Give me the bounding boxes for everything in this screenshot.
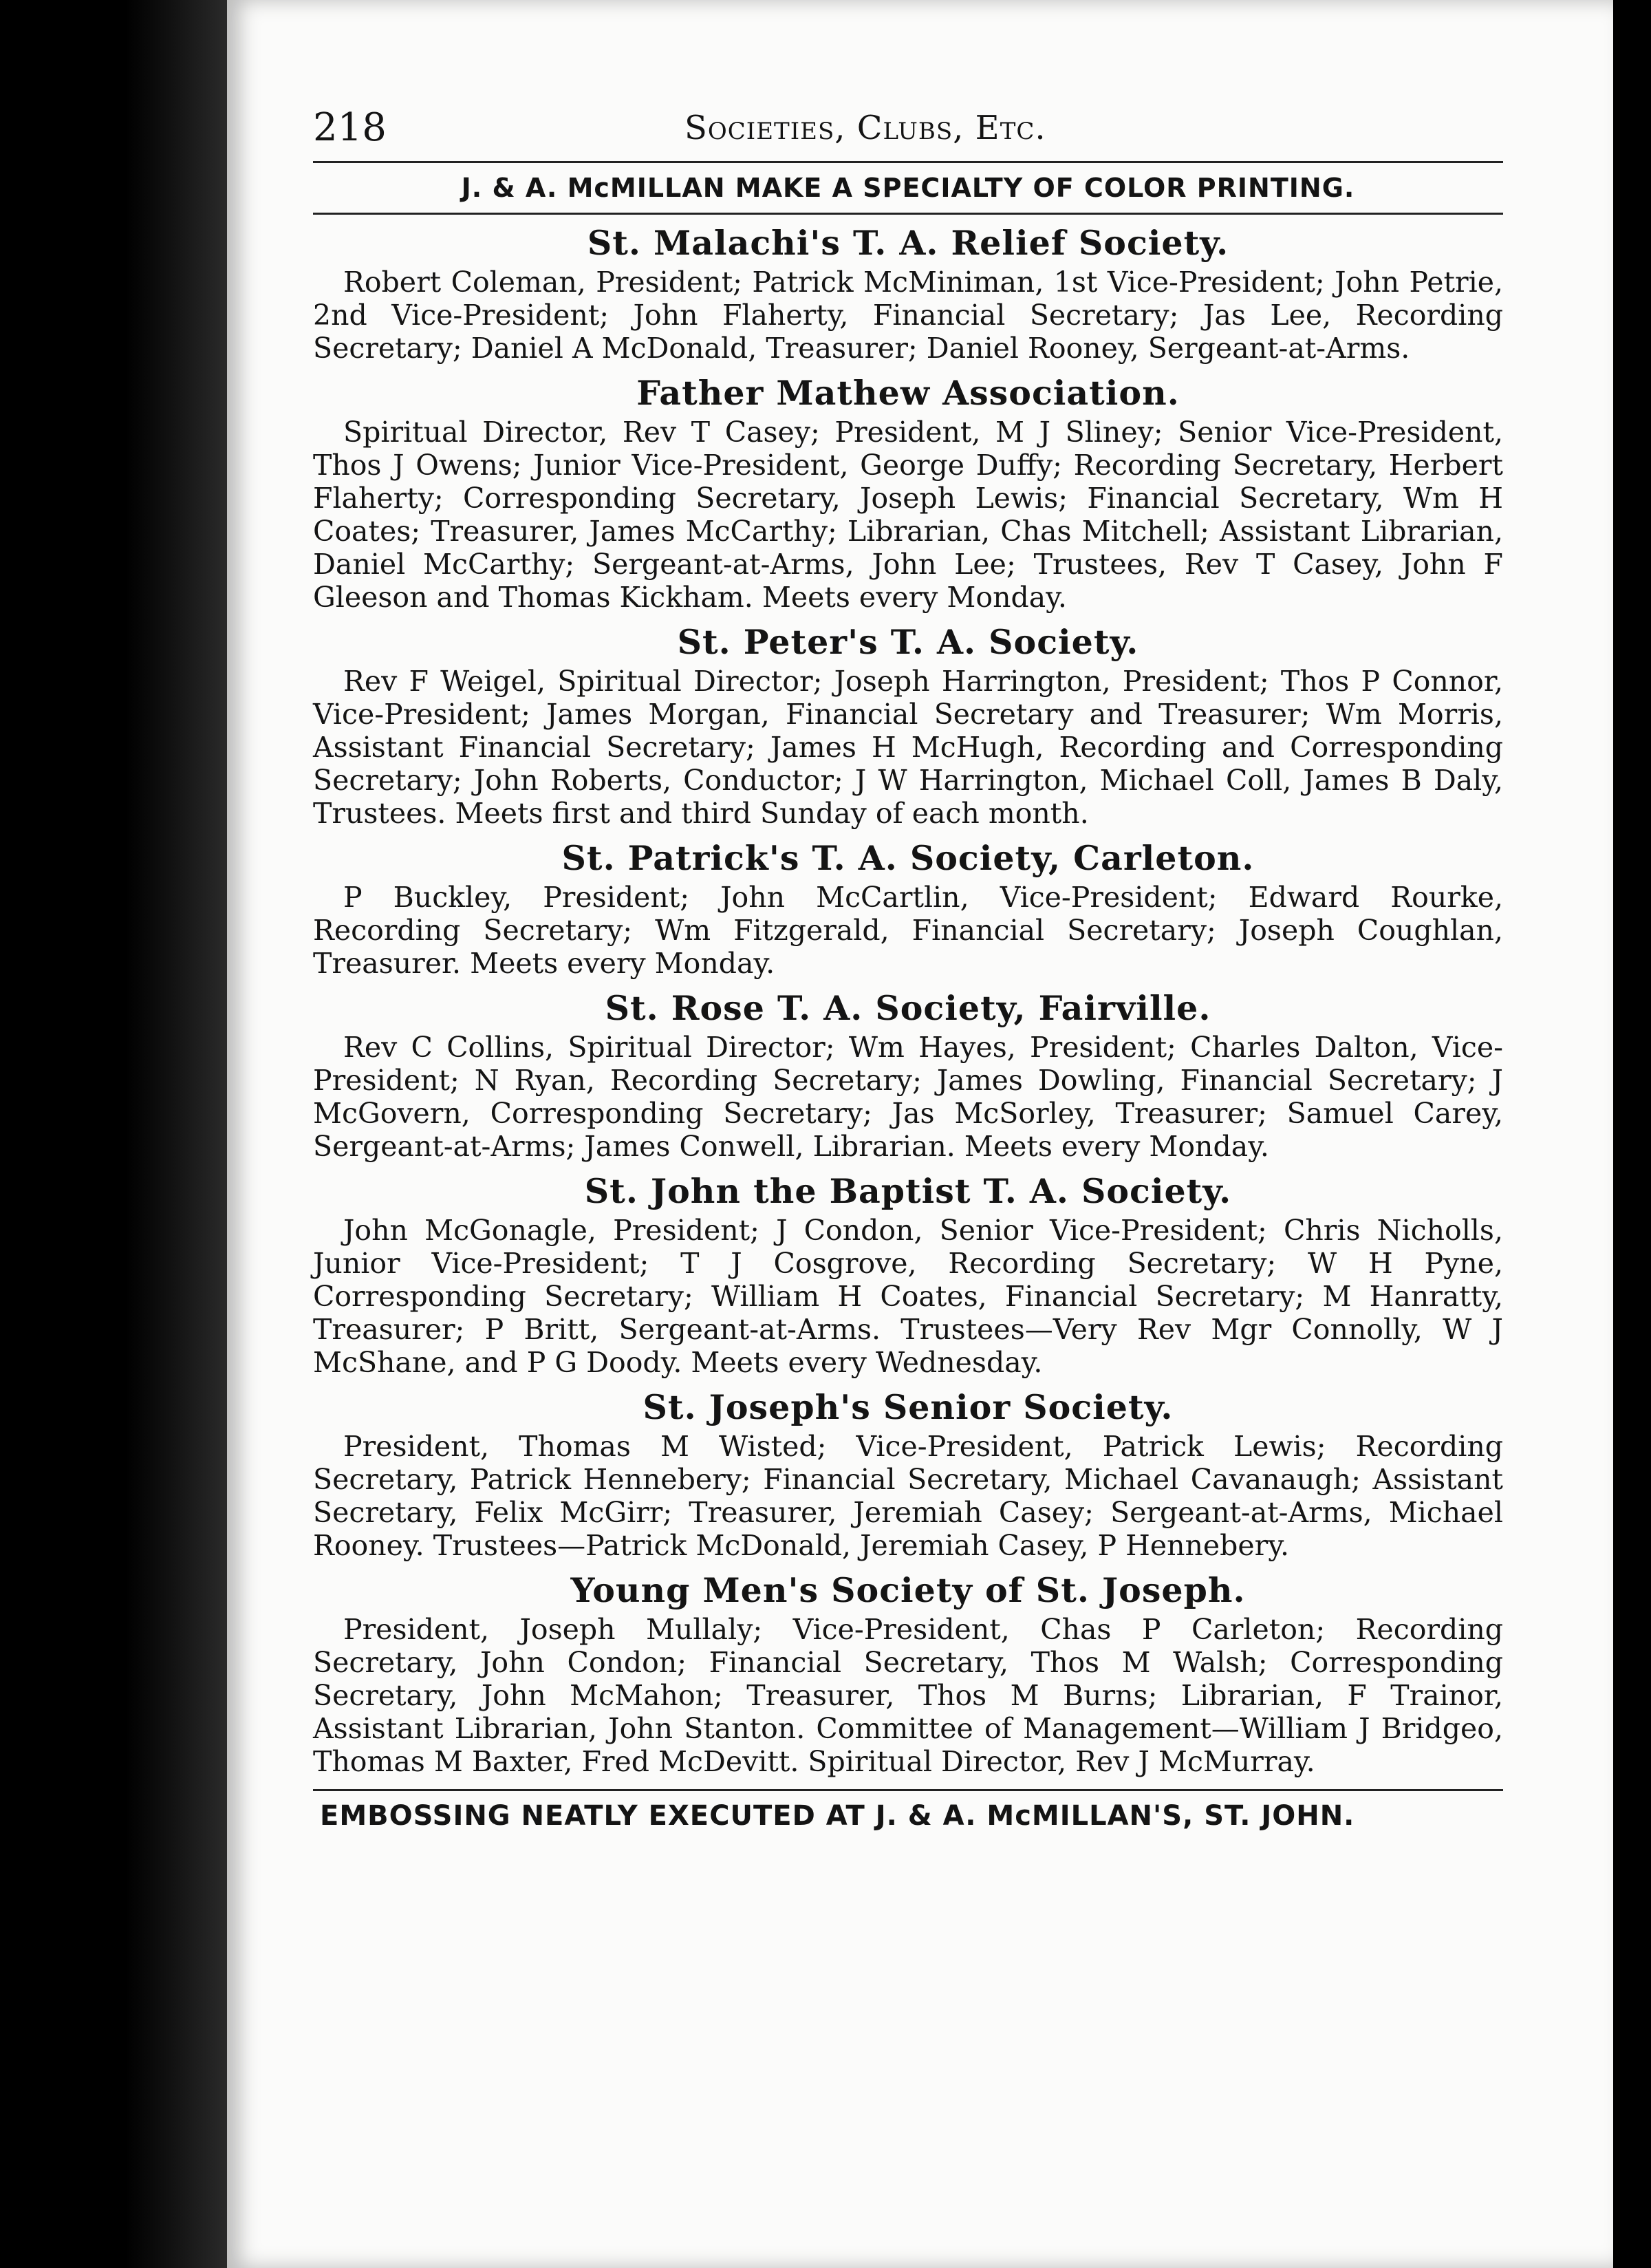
society-title: St. John the Baptist T. A. Society.	[584, 1171, 1232, 1211]
society-entry	[313, 621, 1503, 830]
society-entry	[313, 1170, 1503, 1379]
footer-advertisement: EMBOSSING NEATLY EXECUTED AT J. & A. McMILLAN'S, ST. JOHN.	[320, 1800, 1355, 1832]
spacer	[313, 1778, 1503, 1789]
page-number: 218	[313, 105, 387, 150]
society-officers: Robert Coleman, President; Patrick McMiniman, 1st Vice-President; John Petrie, 2nd Vice-President; John Flaherty, Financial Secretary; Jas Lee, Recording Secretary; Daniel A McDonald, Treasurer; Daniel Rooney, Sergeant-at-Arms.	[313, 266, 1503, 365]
directory-page	[227, 0, 1613, 2268]
society-title: St. Peter's T. A. Society.	[677, 622, 1139, 662]
header-advertisement: J. & A. McMILLAN MAKE A SPECIALTY OF COLOR PRINTING.	[461, 173, 1355, 203]
society-title: St. Malachi's T. A. Relief Society.	[587, 223, 1229, 263]
running-head	[313, 103, 1503, 153]
society-entry	[313, 372, 1503, 614]
society-officers: Rev C Collins, Spiritual Director; Wm Hayes, President; Charles Dalton, Vice-President; N Ryan, Recording Secretary; James Dowling, Financial Secretary; J McGovern, Corresponding Secretary; Jas McSorley, Treasurer; Samuel Carey, Sergeant-at-Arms; James Conwell, Librarian. Meets every Monday.	[313, 1031, 1503, 1163]
society-officers: P Buckley, President; John McCartlin, Vice-President; Edward Rourke, Recording Secretary; Wm Fitzgerald, Financial Secretary; Joseph Coughlan, Treasurer. Meets every Monday.	[313, 881, 1503, 980]
society-entry	[313, 1386, 1503, 1562]
header-rule-bottom	[313, 213, 1503, 215]
society-entry	[313, 837, 1503, 980]
society-entry	[313, 1569, 1503, 1778]
society-title: Young Men's Society of St. Joseph.	[570, 1570, 1246, 1610]
society-entry	[313, 987, 1503, 1163]
running-title: Societies, Clubs, Etc.	[684, 109, 1046, 147]
society-title: Father Mathew Association.	[636, 373, 1180, 413]
scan-right-margin	[1613, 0, 1651, 2268]
society-entry	[313, 222, 1503, 365]
society-officers: Spiritual Director, Rev T Casey; President, M J Sliney; Senior Vice-President, Thos J Owens; Junior Vice-President, George Duffy; Recording Secretary, Herbert Flaherty; Corresponding Secretary, Joseph Lewis; Financial Secretary, Wm H Coates; Treasurer, James McCarthy; Librarian, Chas Mitchell; Assistant Librarian, Daniel McCarthy; Sergeant-at-Arms, John Lee; Trustees, Rev T Casey, John F Gleeson and Thomas Kickham. Meets every Monday.	[313, 416, 1503, 614]
society-title: St. Patrick's T. A. Society, Carleton.	[561, 838, 1255, 878]
society-title: St. Rose T. A. Society, Fairville.	[605, 988, 1211, 1028]
page-content	[313, 103, 1503, 1841]
society-officers: Rev F Weigel, Spiritual Director; Joseph Harrington, President; Thos P Connor, Vice-President; James Morgan, Financial Secretary and Treasurer; Wm Morris, Assistant Financial Secretary; James H McHugh, Recording and Corresponding Secretary; John Roberts, Conductor; J W Harrington, Michael Coll, James B Daly, Trustees. Meets first and third Sunday of each month.	[313, 665, 1503, 830]
society-officers: President, Thomas M Wisted; Vice-President, Patrick Lewis; Recording Secretary, Patrick Hennebery; Financial Secretary, Michael Cavanaugh; Assistant Secretary, Felix McGirr; Treasurer, Jeremiah Casey; Sergeant-at-Arms, Michael Rooney. Trustees—Patrick McDonald, Jeremiah Casey, P Hennebery.	[313, 1430, 1503, 1562]
scan-binding-shadow	[0, 0, 227, 2268]
society-officers: President, Joseph Mullaly; Vice-President, Chas P Carleton; Recording Secretary, John Condon; Financial Secretary, Thos M Walsh; Corresponding Secretary, John McMahon; Treasurer, Thos M Burns; Librarian, F Trainor, Assistant Librarian, John Stanton. Committee of Management—William J Bridgeo, Thomas M Baxter, Fred McDevitt. Spiritual Director, Rev J McMurray.	[313, 1613, 1503, 1778]
society-officers: John McGonagle, President; J Condon, Senior Vice-President; Chris Nicholls, Junior Vice-President; T J Cosgrove, Recording Secretary; W H Pyne, Corresponding Secretary; William H Coates, Financial Secretary; M Hanratty, Treasurer; P Britt, Sergeant-at-Arms. Trustees—Very Rev Mgr Connolly, W J McShane, and P G Doody. Meets every Wednesday.	[313, 1214, 1503, 1379]
society-title: St. Joseph's Senior Society.	[643, 1387, 1174, 1427]
